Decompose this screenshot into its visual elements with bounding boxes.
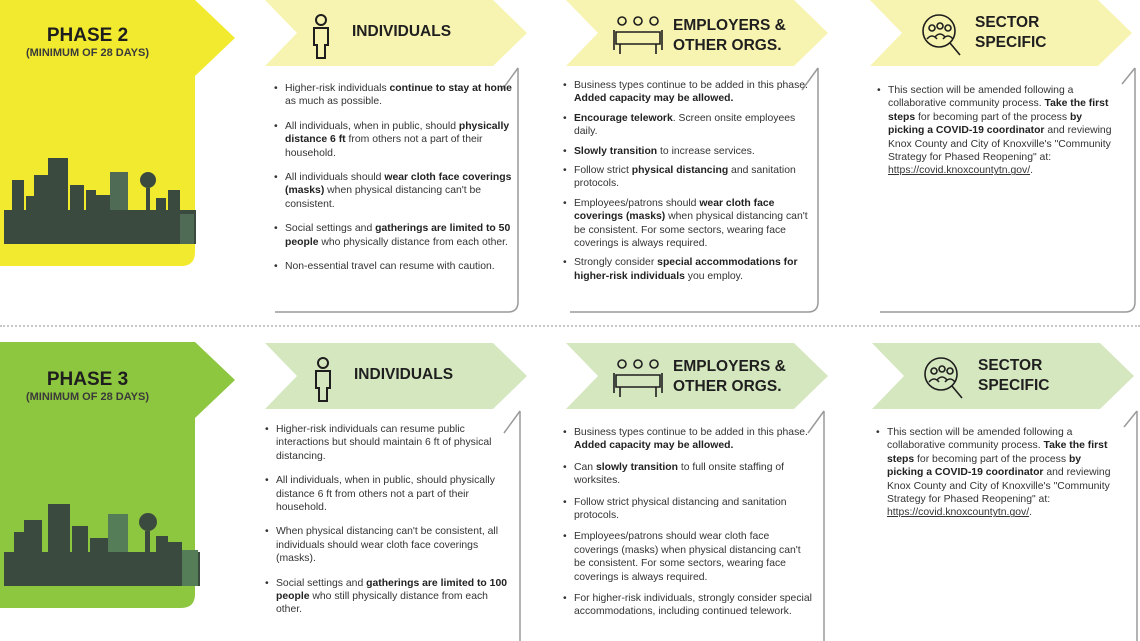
list-item: • Slowly transition to increase services. (563, 145, 813, 158)
list-item: • All individuals, when in public, should physically distance 6 ft from others not a part of their household. (265, 474, 515, 514)
phase2-individuals-list (274, 82, 514, 284)
phase2-sector-list (877, 84, 1112, 189)
phase3-employers-list (563, 426, 815, 619)
list-item: • Social settings and gatherings are limited to 50 people who physically distance from each other. (274, 222, 514, 249)
sector-link[interactable]: https://covid.knoxcountytn.gov/ (888, 165, 1031, 177)
phase3-sector-heading (978, 356, 1049, 396)
employers-heading-line2: OTHER ORGS. (673, 378, 782, 395)
list-item: • For higher-risk individuals, strongly consider special accommodations, including continued telework. (563, 592, 815, 619)
phase3-title: PHASE 3 (46, 369, 129, 390)
sector-heading-line1: SECTOR (978, 357, 1043, 374)
list-item: • Strongly consider special accommodations for higher-risk individuals you employ. (563, 256, 813, 283)
phase2-subtitle: (MINIMUM OF 28 DAYS) (25, 47, 150, 59)
employers-heading-line1: EMPLOYERS & (673, 358, 786, 375)
list-item: • Employees/patrons should wear cloth face coverings (masks) when physical distancing can't be consistent. For some sectors, wearing face coverings is always required. (563, 197, 813, 251)
sector-heading-line1: SECTOR (975, 14, 1040, 31)
list-item: • Business types continue to be added in this phase. Added capacity may be allowed. (563, 79, 813, 106)
phase3-individuals-heading: INDIVIDUALS (354, 366, 454, 383)
list-item: • Social settings and gatherings are limited to 100 people who still physically distance from each other. (265, 577, 515, 617)
phase-divider (0, 325, 1140, 327)
list-item: • This section will be amended following a collaborative community process. Take the first steps for becoming part of the process by picking a COVID-19 coordinator and reviewing Knox County and City of Knoxville's "Community Strategy for Phased Reopening" at: https://covid.knoxcountytn.gov/. (877, 84, 1112, 178)
list-item: • When physical distancing can't be consistent, all individuals should wear cloth face coverings (masks). (265, 525, 515, 565)
list-item: • Higher-risk individuals continue to stay at home as much as possible. (274, 82, 514, 109)
phase3-employers-heading (673, 357, 786, 397)
list-item: • Business types continue to be added in this phase. Added capacity may be allowed. (563, 426, 815, 453)
list-item: • Follow strict physical distancing and sanitation protocols. (563, 164, 813, 191)
list-item: • Employees/patrons should wear cloth face coverings (masks) when physical distancing can't be consistent. For some sectors, wearing face coverings is always required. (563, 530, 815, 584)
phase2-individuals-heading: INDIVIDUALS (352, 23, 452, 40)
sector-heading-line2: SPECIFIC (975, 34, 1047, 51)
phase2-title: PHASE 2 (46, 25, 129, 46)
list-item: • Follow strict physical distancing and sanitation protocols. (563, 496, 815, 523)
list-item: • Non-essential travel can resume with caution. (274, 260, 514, 273)
phase3-sector-list (876, 426, 1112, 531)
phase2-employers-list (563, 79, 813, 289)
list-item: • All individuals should wear cloth face coverings (masks) when physical distancing can't be consistent. (274, 171, 514, 211)
list-item: • Higher-risk individuals can resume public interactions but should maintain 6 ft of physical distancing. (265, 423, 515, 463)
list-item: • Encourage telework. Screen onsite employees daily. (563, 112, 813, 139)
employers-heading-line1: EMPLOYERS & (673, 17, 786, 34)
sector-heading-line2: SPECIFIC (978, 377, 1050, 394)
list-item: • Can slowly transition to full onsite staffing of worksites. (563, 461, 815, 488)
sector-link[interactable]: https://covid.knoxcountytn.gov/ (887, 507, 1030, 519)
employers-heading-line2: OTHER ORGS. (673, 37, 782, 54)
list-item: • All individuals, when in public, should physically distance 6 ft from others not a part of their household. (274, 120, 514, 160)
list-item: • This section will be amended following a collaborative community process. Take the first steps for becoming part of the process by picking a COVID-19 coordinator and reviewing Knox County and City of Knoxville's "Community Strategy for Phased Reopening" at: https://covid.knoxcountytn.gov/. (876, 426, 1112, 520)
phase3-individuals-list (265, 423, 515, 628)
phase2-sector-heading (975, 13, 1046, 53)
phase3-subtitle: (MINIMUM OF 28 DAYS) (25, 391, 150, 403)
